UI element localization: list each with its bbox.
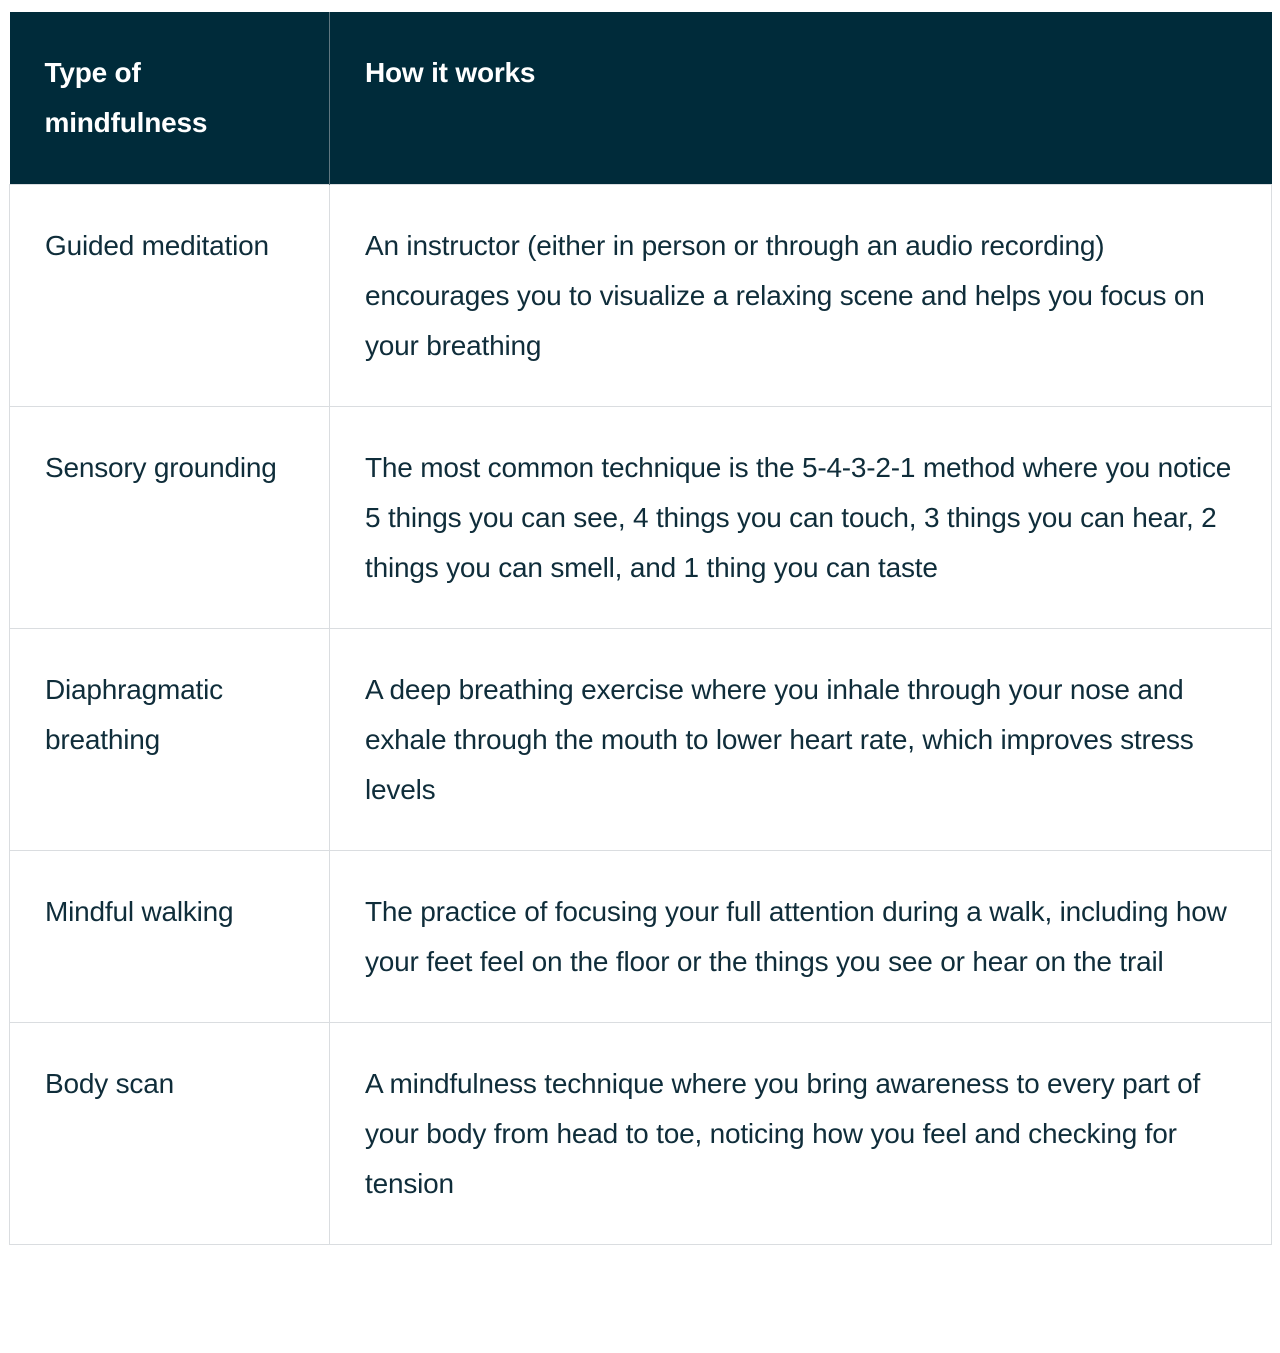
cell-type: Body scan xyxy=(10,1023,330,1245)
cell-how: A deep breathing exercise where you inhale through your nose and exhale through the mouth to lower heart rate, which improves stress levels xyxy=(330,629,1272,851)
table-row xyxy=(10,185,1272,407)
table-header xyxy=(10,12,1272,185)
cell-type: Mindful walking xyxy=(10,851,330,1023)
table-row xyxy=(10,1023,1272,1245)
table-row xyxy=(10,407,1272,629)
table-row xyxy=(10,851,1272,1023)
table-row xyxy=(10,629,1272,851)
cell-type: Sensory grounding xyxy=(10,407,330,629)
cell-type: Guided meditation xyxy=(10,185,330,407)
mindfulness-table-container xyxy=(9,12,1271,1245)
table-body xyxy=(10,185,1272,1245)
cell-how: A mindfulness technique where you bring awareness to every part of your body from head to toe, noticing how you feel and checking for tension xyxy=(330,1023,1272,1245)
cell-how: The practice of focusing your full attention during a walk, including how your feet feel on the floor or the things you see or hear on the trail xyxy=(330,851,1272,1023)
column-header-how: How it works xyxy=(330,12,1272,185)
cell-how: The most common technique is the 5-4-3-2-1 method where you notice 5 things you can see, 4 things you can touch, 3 things you can hear, 2 things you can smell, and 1 thing you can taste xyxy=(330,407,1272,629)
cell-type: Diaphragmatic breathing xyxy=(10,629,330,851)
header-row xyxy=(10,12,1272,185)
column-header-type: Type of mindfulness xyxy=(10,12,330,185)
cell-how: An instructor (either in person or through an audio recording) encourages you to visualize a relaxing scene and helps you focus on your breathing xyxy=(330,185,1272,407)
mindfulness-table xyxy=(9,12,1272,1245)
